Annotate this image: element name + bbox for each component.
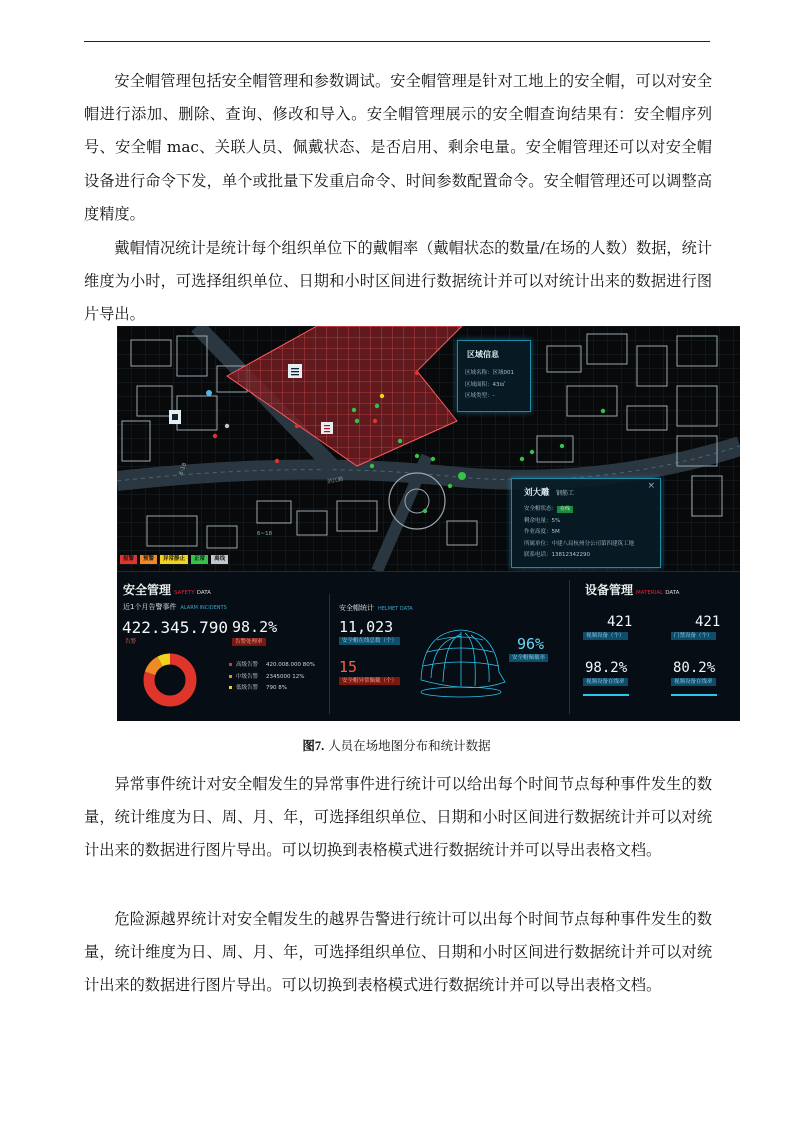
alarm-count-label: 告警 xyxy=(125,639,137,645)
helmet-stats-title: 安全帽统计 HELMET DATA xyxy=(339,604,413,612)
alarm-handle-rate: 98.2% xyxy=(232,618,278,636)
map-road-label: 滨江路 xyxy=(326,476,345,486)
video-online-rate: 98.2% xyxy=(585,660,628,676)
figure-caption xyxy=(0,736,793,754)
legend-alarm[interactable]: 报警 xyxy=(120,555,137,564)
alarm-level-list xyxy=(229,660,315,695)
header-rule xyxy=(84,41,710,42)
paragraph-abnormal-events: 异常事件统计对安全帽发生的异常事件进行统计可以给出每个时间节点每种事件发生的数量，统计维度为日、周、月、年，可选择组织单位、日期和小时区间进行数据统计并可以对统计出来的数据进行图片导出。可以切换到表格模式进行数据统计并可以导出表格文档。 xyxy=(84,775,712,860)
gate-online-rate: 80.2% xyxy=(673,660,716,676)
legend-offline[interactable]: 离线 xyxy=(211,555,228,564)
worker-info-popup xyxy=(511,478,661,568)
worker-info-row: 所属单位：中建八局杭州分公司第四建筑工地 xyxy=(524,540,635,547)
map-road-label-2: 6-18 xyxy=(178,462,189,476)
zone-popup-row: 区域名称：区域001 xyxy=(465,370,514,376)
legend-warning[interactable]: 预警 xyxy=(140,555,157,564)
worker-role: 钢筋工 xyxy=(556,490,575,497)
worker-info-row: 作业高度：5M xyxy=(524,529,560,535)
alarm-incidents-title: 近1个月告警事件 ALARM INCIDENTS xyxy=(123,603,227,611)
gate-online-rate-label: 视频设备在线率 xyxy=(671,678,716,686)
gate-device-count-label: 门禁设备（个） xyxy=(671,632,716,640)
alarm-handle-rate-label: 告警处理率 xyxy=(232,638,266,646)
video-device-count: 421 xyxy=(607,614,633,630)
paragraph-helmet-management: 安全帽管理包括安全帽管理和参数调试。安全帽管理是针对工地上的安全帽，可以对安全帽进行添加、删除、查询、修改和导入。安全帽管理展示的安全帽查询结果有：安全帽序列号、安全帽 mac、关联人员、佩戴状态、是否启用、剩余电量。安全帽管理还可以对安全帽设备进行命令下发，单个或批量下发重启命令、时间参数配置命令。安全帽管理还可以调整高度精度。 xyxy=(84,72,712,223)
zone-popup-row: 区域类型：- xyxy=(465,393,495,399)
helmet-wear-rate-label: 安全帽佩戴率 xyxy=(509,654,548,662)
status-legend xyxy=(120,555,228,564)
figure-caption-text: 人员在场地图分布和统计数据 xyxy=(324,738,491,753)
helmet-abnormal-count: 15 xyxy=(339,658,358,676)
helmet-abnormal-label: 安全帽异常佩戴（个） xyxy=(339,677,400,685)
alarm-level-donut xyxy=(141,651,199,709)
helmet-status-label: 安全帽状态： xyxy=(524,506,558,512)
map-building-label: 6~18 xyxy=(257,531,273,537)
paragraph-boundary-alarms: 危险源越界统计对安全帽发生的越界告警进行统计可以出每个时间节点每种事件发生的数量，统计维度为日、周、月、年，可选择组织单位、日期和小时区间进行数据统计并可以对统计出来的数据进行图片导出。可以切换到表格模式进行数据统计并可以导出表格文档。 xyxy=(84,910,712,995)
zone-popup-title: 区域信息 xyxy=(467,350,499,359)
zone-popup-row: 区域面积：43㎡ xyxy=(465,381,505,388)
helmet-wear-rate: 96% xyxy=(517,635,545,653)
legend-idle[interactable]: 异常静止 xyxy=(160,555,188,564)
helmet-wireframe-icon xyxy=(413,622,508,702)
gate-online-bar xyxy=(671,694,717,696)
equipment-section-title: 设备管理 MATERIAL DATA xyxy=(585,583,680,597)
gate-device-count: 421 xyxy=(695,614,721,630)
video-device-count-label: 视频设备（个） xyxy=(583,632,628,640)
alarm-level-row: 中级告警 2345000 12% xyxy=(229,672,315,684)
video-online-rate-label: 视频设备在线率 xyxy=(583,678,628,686)
zone-info-popup xyxy=(457,340,531,412)
worker-name: 刘大雕 xyxy=(524,488,550,498)
worker-info-row: 剩余电量：5% xyxy=(524,517,561,524)
legend-normal[interactable]: 正常 xyxy=(191,555,208,564)
close-icon[interactable]: × xyxy=(647,481,655,491)
video-online-bar xyxy=(583,694,629,696)
alarm-level-row: 低级告警 790 8% xyxy=(229,683,315,695)
safety-section-title: 安全管理 SAFETY DATA xyxy=(123,583,211,597)
alarm-count: 422.345.790 xyxy=(122,618,228,637)
figure-number: 图7. xyxy=(302,739,325,753)
alarm-level-row: 高级告警 420.008.000 80% xyxy=(229,660,315,672)
helmet-status-badge: 在线 xyxy=(557,506,573,513)
paragraph-wearing-statistics: 戴帽情况统计是统计每个组织单位下的戴帽率（戴帽状态的数量/在场的人数）数据，统计维度为小时，可选择组织单位、日期和小时区间进行数据统计并可以对统计出来的数据进行图片导出。 xyxy=(84,239,712,324)
stats-dashboard xyxy=(117,571,740,721)
helmet-online-total: 11,023 xyxy=(339,618,394,636)
helmet-online-total-label: 安全帽在线总数（个） xyxy=(339,637,400,645)
worker-info-row: 联系电话：13812342290 xyxy=(524,552,590,558)
figure-dashboard-screenshot xyxy=(117,326,740,721)
